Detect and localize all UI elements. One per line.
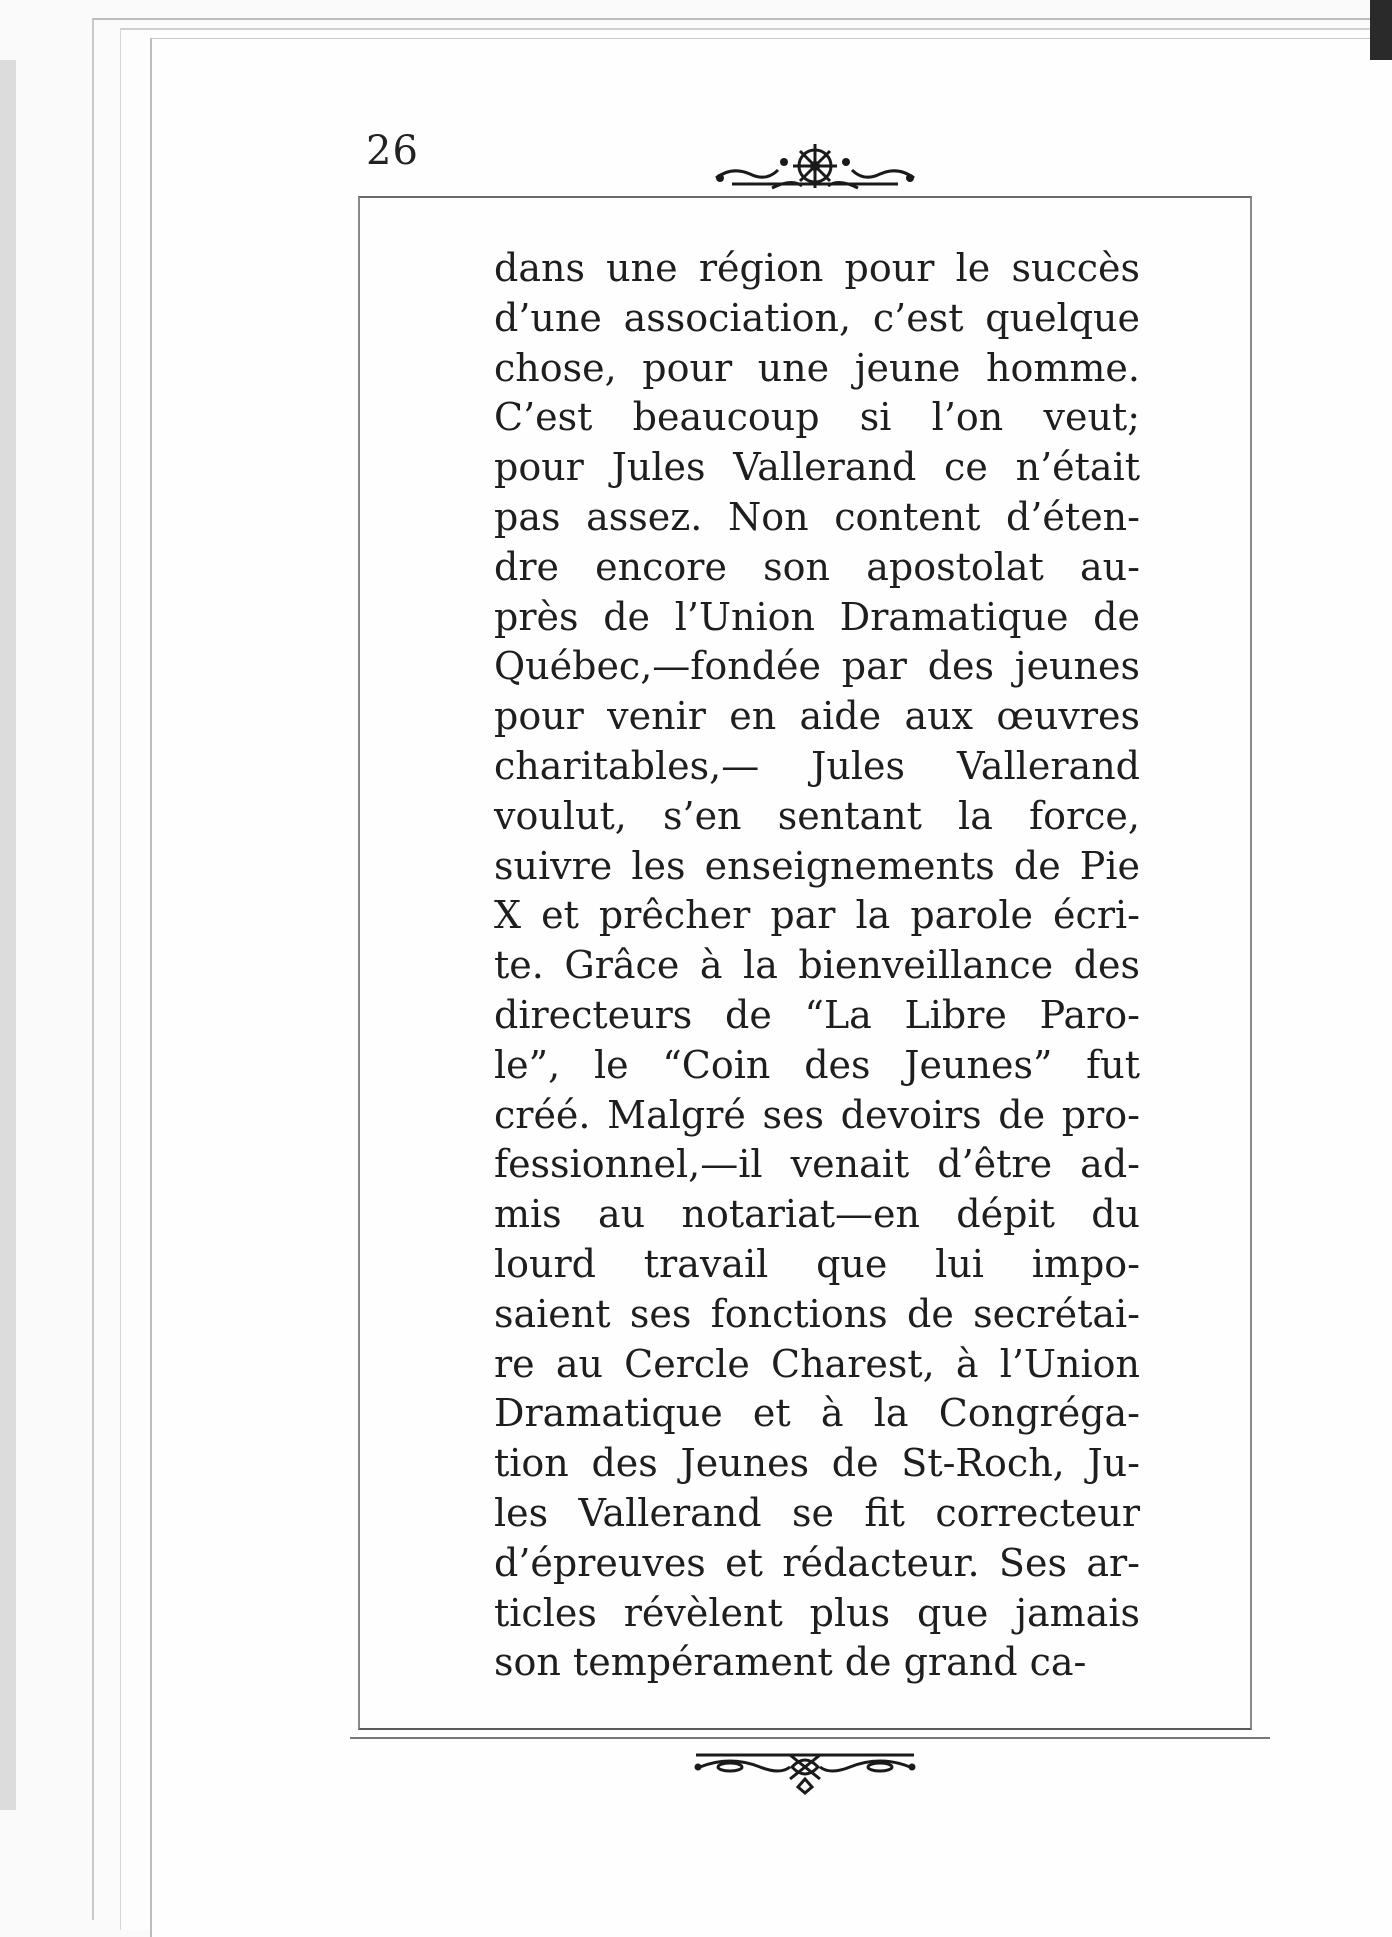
- knot-scroll-icon: [690, 1745, 920, 1795]
- page-body-text: [494, 244, 1140, 1688]
- text-line: voulut, s’en sentant la force,: [494, 793, 1140, 838]
- text-line: X et prêcher par la parole écri-: [494, 893, 1140, 938]
- text-line: chose, pour une jeune homme.: [494, 345, 1140, 390]
- text-line: dre encore son apostolat au-: [494, 544, 1140, 589]
- text-line: suivre les enseignements de Pie: [494, 843, 1140, 888]
- text-line: saient ses fonctions de secrétai-: [494, 1291, 1140, 1336]
- text-line: te. Grâce à la bienveillance des: [494, 943, 1140, 988]
- text-line: pas assez. Non content d’éten-: [494, 494, 1140, 539]
- text-line: charitables,— Jules Vallerand: [494, 743, 1140, 788]
- text-line: ticles révèlent plus que jamais: [494, 1590, 1140, 1635]
- stacked-page-edge: [0, 60, 16, 1810]
- text-line: créé. Malgré ses devoirs de pro-: [494, 1092, 1140, 1137]
- bottom-rule: [350, 1737, 1270, 1739]
- text-line: Québec,—fondée par des jeunes: [494, 644, 1140, 689]
- text-line: d’une association, c’est quelque: [494, 295, 1140, 340]
- text-line: les Vallerand se fit correcteur: [494, 1490, 1140, 1535]
- floral-scroll-icon: [712, 138, 918, 194]
- text-line: pour Jules Vallerand ce n’était: [494, 445, 1140, 490]
- text-line: tion des Jeunes de St-Roch, Ju-: [494, 1441, 1140, 1486]
- text-line: lourd travail que lui impo-: [494, 1241, 1140, 1286]
- text-line: le”, le “Coin des Jeunes” fut: [494, 1042, 1140, 1087]
- text-line: près de l’Union Dramatique de: [494, 594, 1140, 639]
- text-line: d’épreuves et rédacteur. Ses ar-: [494, 1540, 1140, 1585]
- text-line: son tempérament de grand ca-: [494, 1640, 1087, 1685]
- text-line: re au Cercle Charest, à l’Union: [494, 1341, 1140, 1386]
- text-line: pour venir en aide aux œuvres: [494, 694, 1140, 739]
- page-number: 26: [366, 128, 419, 174]
- text-line: fessionnel,—il venait d’être ad-: [494, 1142, 1140, 1187]
- text-line: mis au notariat—en dépit du: [494, 1192, 1140, 1237]
- text-line: directeurs de “La Libre Paro-: [494, 992, 1140, 1037]
- text-line: C’est beaucoup si l’on veut;: [494, 395, 1140, 440]
- text-line: Dramatique et à la Congréga-: [494, 1391, 1140, 1436]
- scan-corner: [1370, 0, 1392, 60]
- text-line: dans une région pour le succès: [494, 246, 1140, 290]
